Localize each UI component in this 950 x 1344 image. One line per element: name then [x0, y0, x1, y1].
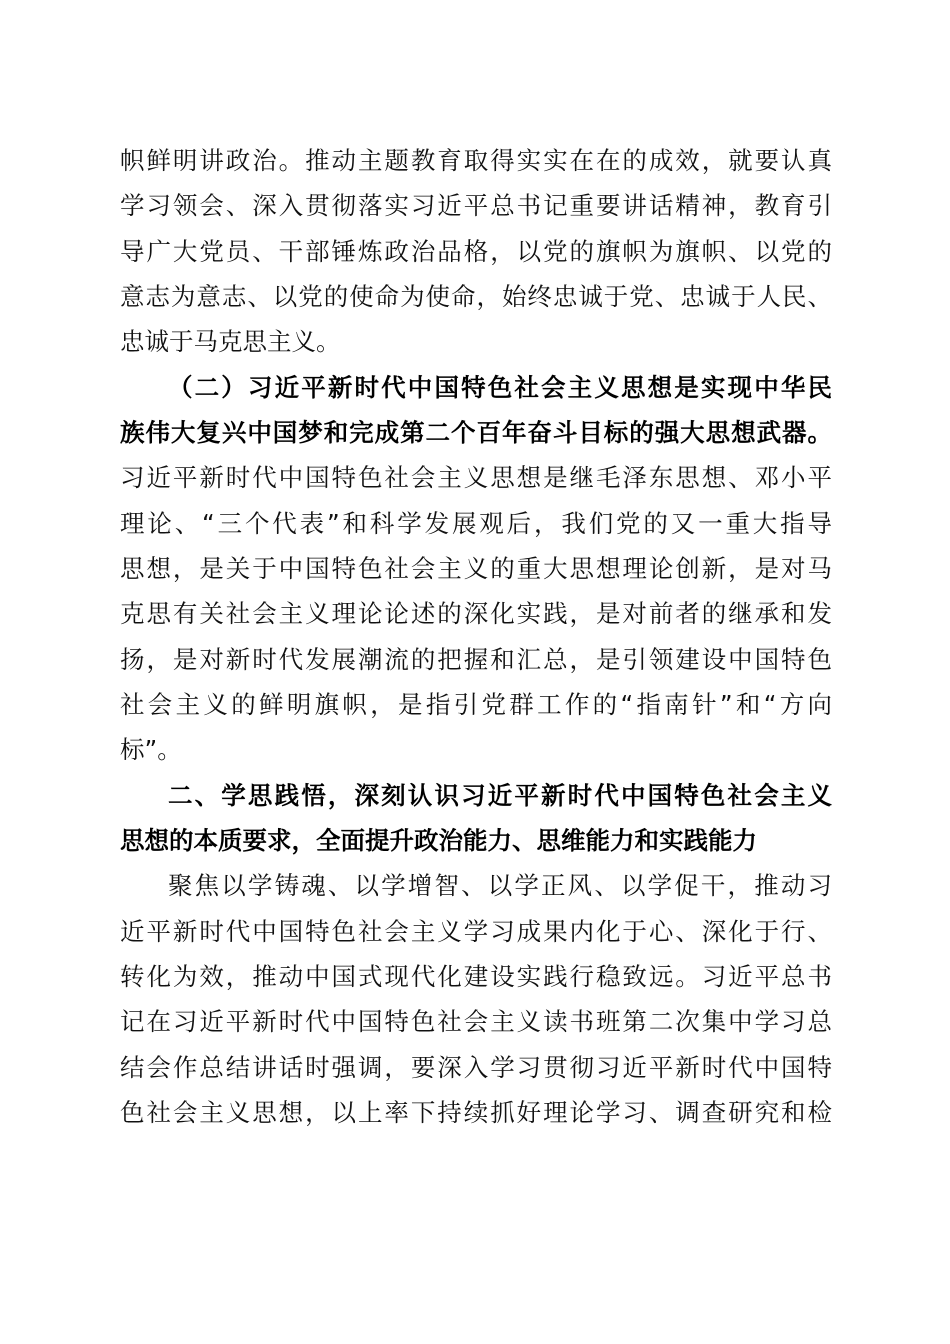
paragraph-line: 学习领会、深入贯彻落实习近平总书记重要讲话精神，教育引 [120, 191, 832, 220]
paragraph-line: 扬，是对新时代发展潮流的把握和汇总，是引领建设中国特色 [120, 645, 832, 674]
paragraph-line: 习近平新时代中国特色社会主义思想是继毛泽东思想、邓小平 [120, 463, 832, 492]
paragraph-line: 克思有关社会主义理论论述的深化实践，是对前者的继承和发 [120, 599, 832, 628]
paragraph-line: 意志为意志、以党的使命为使命，始终忠诚于党、忠诚于人民、 [120, 282, 832, 311]
paragraph-line: 帜鲜明讲政治。推动主题教育取得实实在在的成效，就要认真 [120, 146, 832, 175]
paragraph-line: 导广大党员、干部锤炼政治品格，以党的旗帜为旗帜、以党的 [120, 237, 832, 266]
paragraph-line: 思想，是关于中国特色社会主义的重大思想理论创新，是对马 [120, 554, 832, 583]
paragraph-line: 转化为效，推动中国式现代化建设实践行稳致远。习近平总书 [120, 962, 832, 991]
subheading-line: （二）习近平新时代中国特色社会主义思想是实现中华民 [168, 373, 832, 402]
paragraph-line: 忠诚于马克思主义。 [120, 327, 341, 356]
paragraph-line: 标”。 [120, 735, 182, 764]
paragraph-line: 色社会主义思想，以上率下持续抓好理论学习、调查研究和检 [120, 1098, 832, 1127]
paragraph-line: 结会作总结讲话时强调，要深入学习贯彻习近平新时代中国特 [120, 1053, 832, 1082]
paragraph-line: 社会主义的鲜明旗帜，是指引党群工作的“指南针”和“方向 [120, 690, 832, 719]
paragraph-line: 理论、“三个代表”和科学发展观后，我们党的又一重大指导 [120, 509, 832, 538]
paragraph-line: 近平新时代中国特色社会主义学习成果内化于心、深化于行、 [120, 917, 832, 946]
section-heading-line: 二、学思践悟，深刻认识习近平新时代中国特色社会主义 [168, 781, 832, 810]
subheading-line: 族伟大复兴中国梦和完成第二个百年奋斗目标的强大思想武器。 [120, 418, 832, 447]
section-heading-line: 思想的本质要求，全面提升政治能力、思维能力和实践能力 [120, 826, 757, 855]
paragraph-line: 记在习近平新时代中国特色社会主义读书班第二次集中学习总 [120, 1007, 832, 1036]
paragraph-line: 聚焦以学铸魂、以学增智、以学正风、以学促干，推动习 [168, 871, 832, 900]
